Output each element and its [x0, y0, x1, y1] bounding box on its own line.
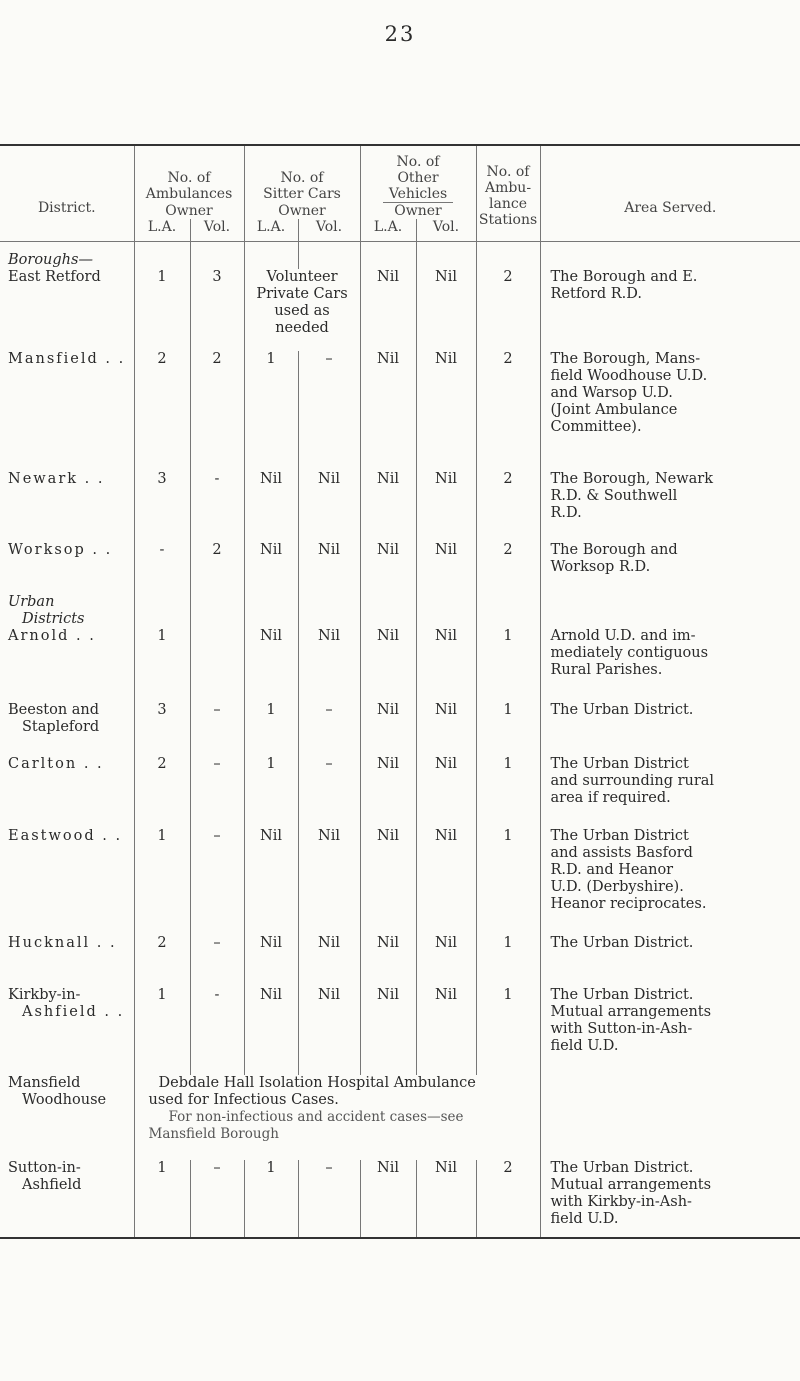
page-number: 23: [384, 22, 416, 46]
table-cell: Nil: [298, 471, 360, 542]
header-la: L.A.: [134, 219, 190, 241]
cell-text-line: For non-infectious and accident cases—see: [168, 1108, 464, 1125]
cell-text-line: No. of: [167, 170, 211, 186]
area-served: [540, 935, 800, 987]
cell-text-line: Debdale Hall Isolation Hospital Ambulance: [158, 1074, 476, 1091]
cell-text-line: Rural Parishes.: [550, 661, 663, 678]
table-cell: 3: [134, 702, 190, 756]
cell-text-line: Vehicles: [383, 186, 453, 203]
header-other-vehicles: [360, 145, 476, 203]
table-row-east-retford: [0, 269, 800, 351]
cell-text-line: Private Cars: [256, 285, 348, 302]
table-row-carlton: [0, 756, 800, 828]
cell-text-line: No. of: [396, 154, 440, 170]
table-cell: Nil: [416, 1160, 476, 1238]
table-cell: [360, 594, 416, 628]
header-la: L.A.: [360, 219, 416, 241]
cell-text-line: used for Infectious Cases.: [148, 1091, 339, 1108]
table-cell: Nil: [298, 828, 360, 935]
table-cell: Nil: [416, 935, 476, 987]
table-cell: [134, 594, 190, 628]
table-cell: 2: [190, 542, 244, 594]
table-cell: -: [190, 471, 244, 542]
sitter-note: [244, 269, 360, 351]
section-heading-boroughs: [0, 241, 800, 269]
cell-text-line: Worksop R.D.: [550, 558, 651, 575]
table-cell: Worksop . .: [8, 541, 113, 558]
table-cell: 2: [476, 1160, 540, 1238]
cell-text-line: field Woodhouse U.D.: [550, 367, 708, 384]
cell-text-line: Arnold U.D. and im-: [550, 627, 696, 644]
table-cell: [0, 702, 134, 756]
cell-text-line: field U.D.: [550, 1037, 619, 1054]
table-cell: –: [190, 702, 244, 756]
cell-text-line: with Kirkby-in-Ash-: [550, 1193, 692, 1210]
cell-text-line: The Borough and E.: [550, 268, 698, 285]
mansfield-woodhouse-note: [134, 1075, 540, 1160]
cell-text-line: Districts: [22, 610, 85, 627]
table-cell: [190, 628, 244, 702]
table-cell: Eastwood . .: [8, 827, 123, 844]
table-cell: Nil: [244, 987, 298, 1075]
cell-text-line: Stapleford: [22, 718, 100, 735]
table-cell: Nil: [360, 351, 416, 471]
table-cell: 2: [134, 351, 190, 471]
table-cell: –: [298, 756, 360, 828]
ambulance-table: [0, 144, 800, 1239]
cell-text-line: Sutton-in-: [8, 1159, 81, 1176]
table-cell: [360, 241, 416, 269]
table-cell: 1: [476, 756, 540, 828]
table-cell: –: [298, 702, 360, 756]
table-cell: Nil: [244, 935, 298, 987]
header-district: District.: [0, 145, 134, 241]
cell-text-line: No. of: [486, 164, 530, 180]
table-cell: Nil: [416, 628, 476, 702]
table-cell: [0, 1160, 134, 1238]
header-la: L.A.: [244, 219, 298, 241]
cell-text-line: Volunteer: [266, 268, 338, 285]
table-cell: 1: [476, 628, 540, 702]
table-cell: 2: [134, 935, 190, 987]
table-cell: [416, 241, 476, 269]
table-cell: –: [190, 756, 244, 828]
table-cell: 1: [476, 828, 540, 935]
table-cell: –: [298, 351, 360, 471]
table-cell: 2: [476, 542, 540, 594]
table-cell: 2: [190, 351, 244, 471]
cell-text-line: The Urban District: [550, 755, 689, 772]
cell-text-line: Committee).: [550, 418, 642, 435]
table-cell: Nil: [416, 471, 476, 542]
table-cell: Boroughs—: [8, 251, 93, 268]
table-cell: Nil: [360, 987, 416, 1075]
cell-text-line: The Borough, Newark: [550, 470, 713, 487]
cell-text-line: lance: [489, 196, 527, 212]
table-cell: [0, 1075, 134, 1160]
cell-text-line: U.D. (Derbyshire).: [550, 878, 684, 895]
cell-text-line: Beeston and: [8, 701, 100, 718]
table-row-worksop: [0, 542, 800, 594]
table-cell: [0, 987, 134, 1075]
table-cell: [298, 594, 360, 628]
cell-text-line: (Joint Ambulance: [550, 401, 678, 418]
cell-text-line: The Urban District.: [550, 701, 694, 718]
table-row-arnold: [0, 628, 800, 702]
table-cell: –: [190, 1160, 244, 1238]
table-cell: [190, 594, 244, 628]
area-served: [540, 756, 800, 828]
area-served: [540, 628, 800, 702]
table-cell: 2: [476, 269, 540, 351]
table-cell: Nil: [298, 628, 360, 702]
area-served: [540, 702, 800, 756]
cell-text-line: The Borough and: [550, 541, 678, 558]
table-cell: Nil: [360, 935, 416, 987]
cell-text-line: and Warsop U.D.: [550, 384, 673, 401]
table-cell: Nil: [360, 542, 416, 594]
table-row-newark: [0, 471, 800, 542]
table-cell: –: [190, 828, 244, 935]
cell-text-line: Ashfield . .: [22, 1003, 125, 1020]
header-ambulances: [134, 145, 244, 203]
table-cell: Nil: [416, 756, 476, 828]
table-cell: Hucknall . .: [8, 934, 117, 951]
table-row-hucknall: [0, 935, 800, 987]
table-cell: Nil: [360, 1160, 416, 1238]
area-served: [540, 351, 800, 471]
table-cell: 2: [134, 756, 190, 828]
table-cell: 1: [244, 1160, 298, 1238]
table-cell: [540, 1075, 800, 1160]
table-cell: Nil: [360, 269, 416, 351]
table-cell: [190, 241, 244, 269]
table-cell: Carlton . .: [8, 755, 104, 772]
table-cell: Nil: [298, 935, 360, 987]
table-cell: Nil: [244, 828, 298, 935]
table-cell: Nil: [244, 542, 298, 594]
cell-text-line: The Urban District.: [550, 934, 694, 951]
cell-text-line: Ambulances: [145, 186, 233, 202]
cell-text-line: R.D. and Heanor: [550, 861, 674, 878]
table-cell: 3: [190, 269, 244, 351]
table-row-sutton-in-ashfield: [0, 1160, 800, 1238]
cell-text-line: area if required.: [550, 789, 671, 806]
table-cell: Nil: [360, 702, 416, 756]
table-cell: Nil: [244, 628, 298, 702]
cell-text-line: The Borough, Mans-: [550, 350, 701, 367]
header-vol: Vol.: [190, 219, 244, 241]
cell-text-line: Mutual arrangements: [550, 1176, 712, 1193]
cell-text-line: The Urban District: [550, 827, 689, 844]
cell-text-line: used as: [274, 302, 330, 319]
table-cell: Newark . .: [8, 470, 105, 487]
table-cell: –: [298, 1160, 360, 1238]
table-cell: Nil: [360, 828, 416, 935]
table-cell: [476, 594, 540, 628]
table-cell: [134, 241, 190, 269]
table-cell: Nil: [416, 351, 476, 471]
table-row: [0, 145, 800, 203]
header-vol: Vol.: [298, 219, 360, 241]
cell-text-line: Mutual arrangements: [550, 1003, 712, 1020]
header-vol: Vol.: [416, 219, 476, 241]
header-owner-sitter: Owner: [244, 203, 360, 219]
area-served: [540, 542, 800, 594]
cell-text-line: Stations: [478, 212, 538, 228]
cell-text-line: with Sutton-in-Ash-: [550, 1020, 693, 1037]
cell-text-line: Heanor reciprocates.: [550, 895, 707, 912]
table-cell: 1: [476, 935, 540, 987]
table-cell: Nil: [360, 756, 416, 828]
table-cell: -: [190, 987, 244, 1075]
table-row-mansfield-woodhouse: [0, 1075, 800, 1160]
table-cell: 2: [476, 471, 540, 542]
table-cell: 1: [476, 702, 540, 756]
header-owner-other: Owner: [360, 203, 476, 219]
header-owner-ambulances: Owner: [134, 203, 244, 219]
header-sitter-cars: [244, 145, 360, 203]
table-row-eastwood: [0, 828, 800, 935]
cell-text-line: Sitter Cars: [263, 186, 341, 202]
cell-text-line: mediately contiguous: [550, 644, 709, 661]
cell-text-line: Woodhouse: [22, 1091, 107, 1108]
table-cell: -: [134, 542, 190, 594]
table-cell: Nil: [416, 702, 476, 756]
table-cell: 1: [134, 269, 190, 351]
table-cell: East Retford: [8, 268, 101, 285]
cell-text-line: Ambu-: [484, 180, 532, 196]
area-served: [540, 1160, 800, 1238]
table-cell: 1: [244, 756, 298, 828]
table-cell: [416, 594, 476, 628]
cell-text-line: Mansfield: [8, 1074, 81, 1091]
table-cell: 1: [134, 828, 190, 935]
table-cell: Nil: [416, 269, 476, 351]
cell-text-line: Urban: [8, 593, 55, 610]
cell-text-line: R.D.: [550, 504, 582, 521]
area-served: [540, 987, 800, 1075]
table-cell: 1: [244, 351, 298, 471]
cell-text-line: The Urban District.: [550, 1159, 694, 1176]
table-row-mansfield: [0, 351, 800, 471]
cell-text-line: Retford R.D.: [550, 285, 643, 302]
table-cell: Mansfield . .: [8, 350, 126, 367]
table-cell: [244, 241, 298, 269]
cell-text-line: and assists Basford: [550, 844, 693, 861]
cell-text-line: Kirkby-in-: [8, 986, 81, 1003]
header-stations: [476, 145, 540, 241]
table-cell: Nil: [416, 987, 476, 1075]
table-cell: [0, 594, 134, 628]
cell-text-line: Other: [397, 170, 439, 186]
table-row-beeston-and-stapleford: [0, 702, 800, 756]
table-cell: Nil: [298, 987, 360, 1075]
cell-text-line: field U.D.: [550, 1210, 619, 1227]
table-cell: 1: [244, 702, 298, 756]
table-cell: 1: [134, 1160, 190, 1238]
table-cell: [540, 594, 800, 628]
table-cell: 3: [134, 471, 190, 542]
header-area-served: Area Served.: [540, 145, 800, 241]
table-cell: Nil: [416, 828, 476, 935]
section-heading-urban-districts: [0, 594, 800, 628]
table-cell: Nil: [360, 628, 416, 702]
table-cell: Nil: [298, 542, 360, 594]
table-cell: 1: [476, 987, 540, 1075]
table-cell: –: [190, 935, 244, 987]
cell-text-line: The Urban District.: [550, 986, 694, 1003]
cell-text-line: Mansfield Borough: [148, 1125, 279, 1142]
cell-text-line: Ashfield: [22, 1176, 82, 1193]
table-cell: [540, 241, 800, 269]
cell-text-line: needed: [275, 319, 329, 336]
table-row-kirkby-in-ashfield: [0, 987, 800, 1075]
area-served: [540, 269, 800, 351]
table-cell: [244, 594, 298, 628]
table-cell: Nil: [416, 542, 476, 594]
cell-text-line: No. of: [280, 170, 324, 186]
cell-text-line: and surrounding rural: [550, 772, 715, 789]
table-cell: 1: [134, 628, 190, 702]
table-cell: Nil: [244, 471, 298, 542]
area-served: [540, 471, 800, 542]
table-header: [0, 145, 800, 241]
table-cell: Arnold . .: [8, 627, 96, 644]
table-cell: [298, 241, 360, 269]
cell-text-line: R.D. & Southwell: [550, 487, 678, 504]
table-cell: [476, 241, 540, 269]
table-cell: 1: [134, 987, 190, 1075]
table-cell: 2: [476, 351, 540, 471]
area-served: [540, 828, 800, 935]
table-cell: Nil: [360, 471, 416, 542]
